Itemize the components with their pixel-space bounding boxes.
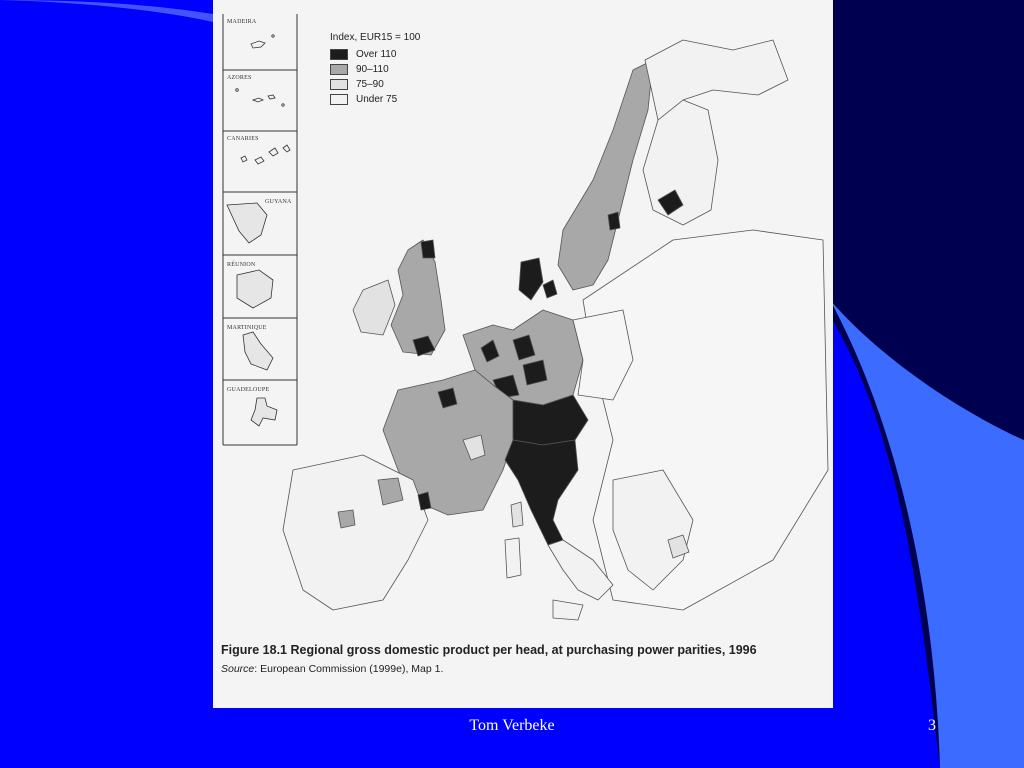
inset-islands: [227, 35, 290, 426]
caption-text: Regional gross domestic product per head, at purchasing power parities, 1996: [290, 643, 757, 657]
legend-item: [330, 62, 450, 77]
map-figure: [213, 0, 833, 708]
inset-label-guadeloupe: GUADELOUPE: [227, 387, 270, 393]
legend-swatch: [330, 64, 348, 75]
inset-label-azores: AZORES: [227, 75, 252, 81]
legend-swatch: [330, 79, 348, 90]
slide-page-number: 3: [928, 717, 936, 734]
source-label: Source: [221, 663, 255, 675]
legend-swatch: [330, 94, 348, 105]
inset-label-guyana: GUYANA: [265, 199, 292, 205]
legend-label: 90–110: [356, 64, 389, 75]
legend-label: Under 75: [356, 94, 398, 105]
inset-label-madeira: MADEIRA: [227, 19, 257, 25]
inset-label-reunion: RÉUNION: [227, 262, 256, 268]
legend-item: [330, 77, 450, 92]
caption-label: Figure 18.1: [221, 643, 287, 657]
legend-item: [330, 47, 450, 62]
region-polygons: [283, 40, 828, 620]
europe-regional-gdp-map: [213, 0, 833, 640]
map-legend: [330, 32, 450, 107]
legend-label: Over 110: [356, 49, 397, 60]
legend-label: 75–90: [356, 79, 384, 90]
slide-footer-author: Tom Verbeke: [469, 717, 555, 734]
legend-item: [330, 92, 450, 107]
legend-title: Index, EUR15 = 100: [330, 32, 421, 43]
legend-swatch: [330, 49, 348, 60]
source-text: : European Commission (1999e), Map 1.: [254, 663, 444, 675]
inset-label-martinique: MARTINIQUE: [227, 325, 267, 331]
inset-label-canaries: CANARIES: [227, 136, 259, 142]
figure-caption: [221, 643, 821, 675]
